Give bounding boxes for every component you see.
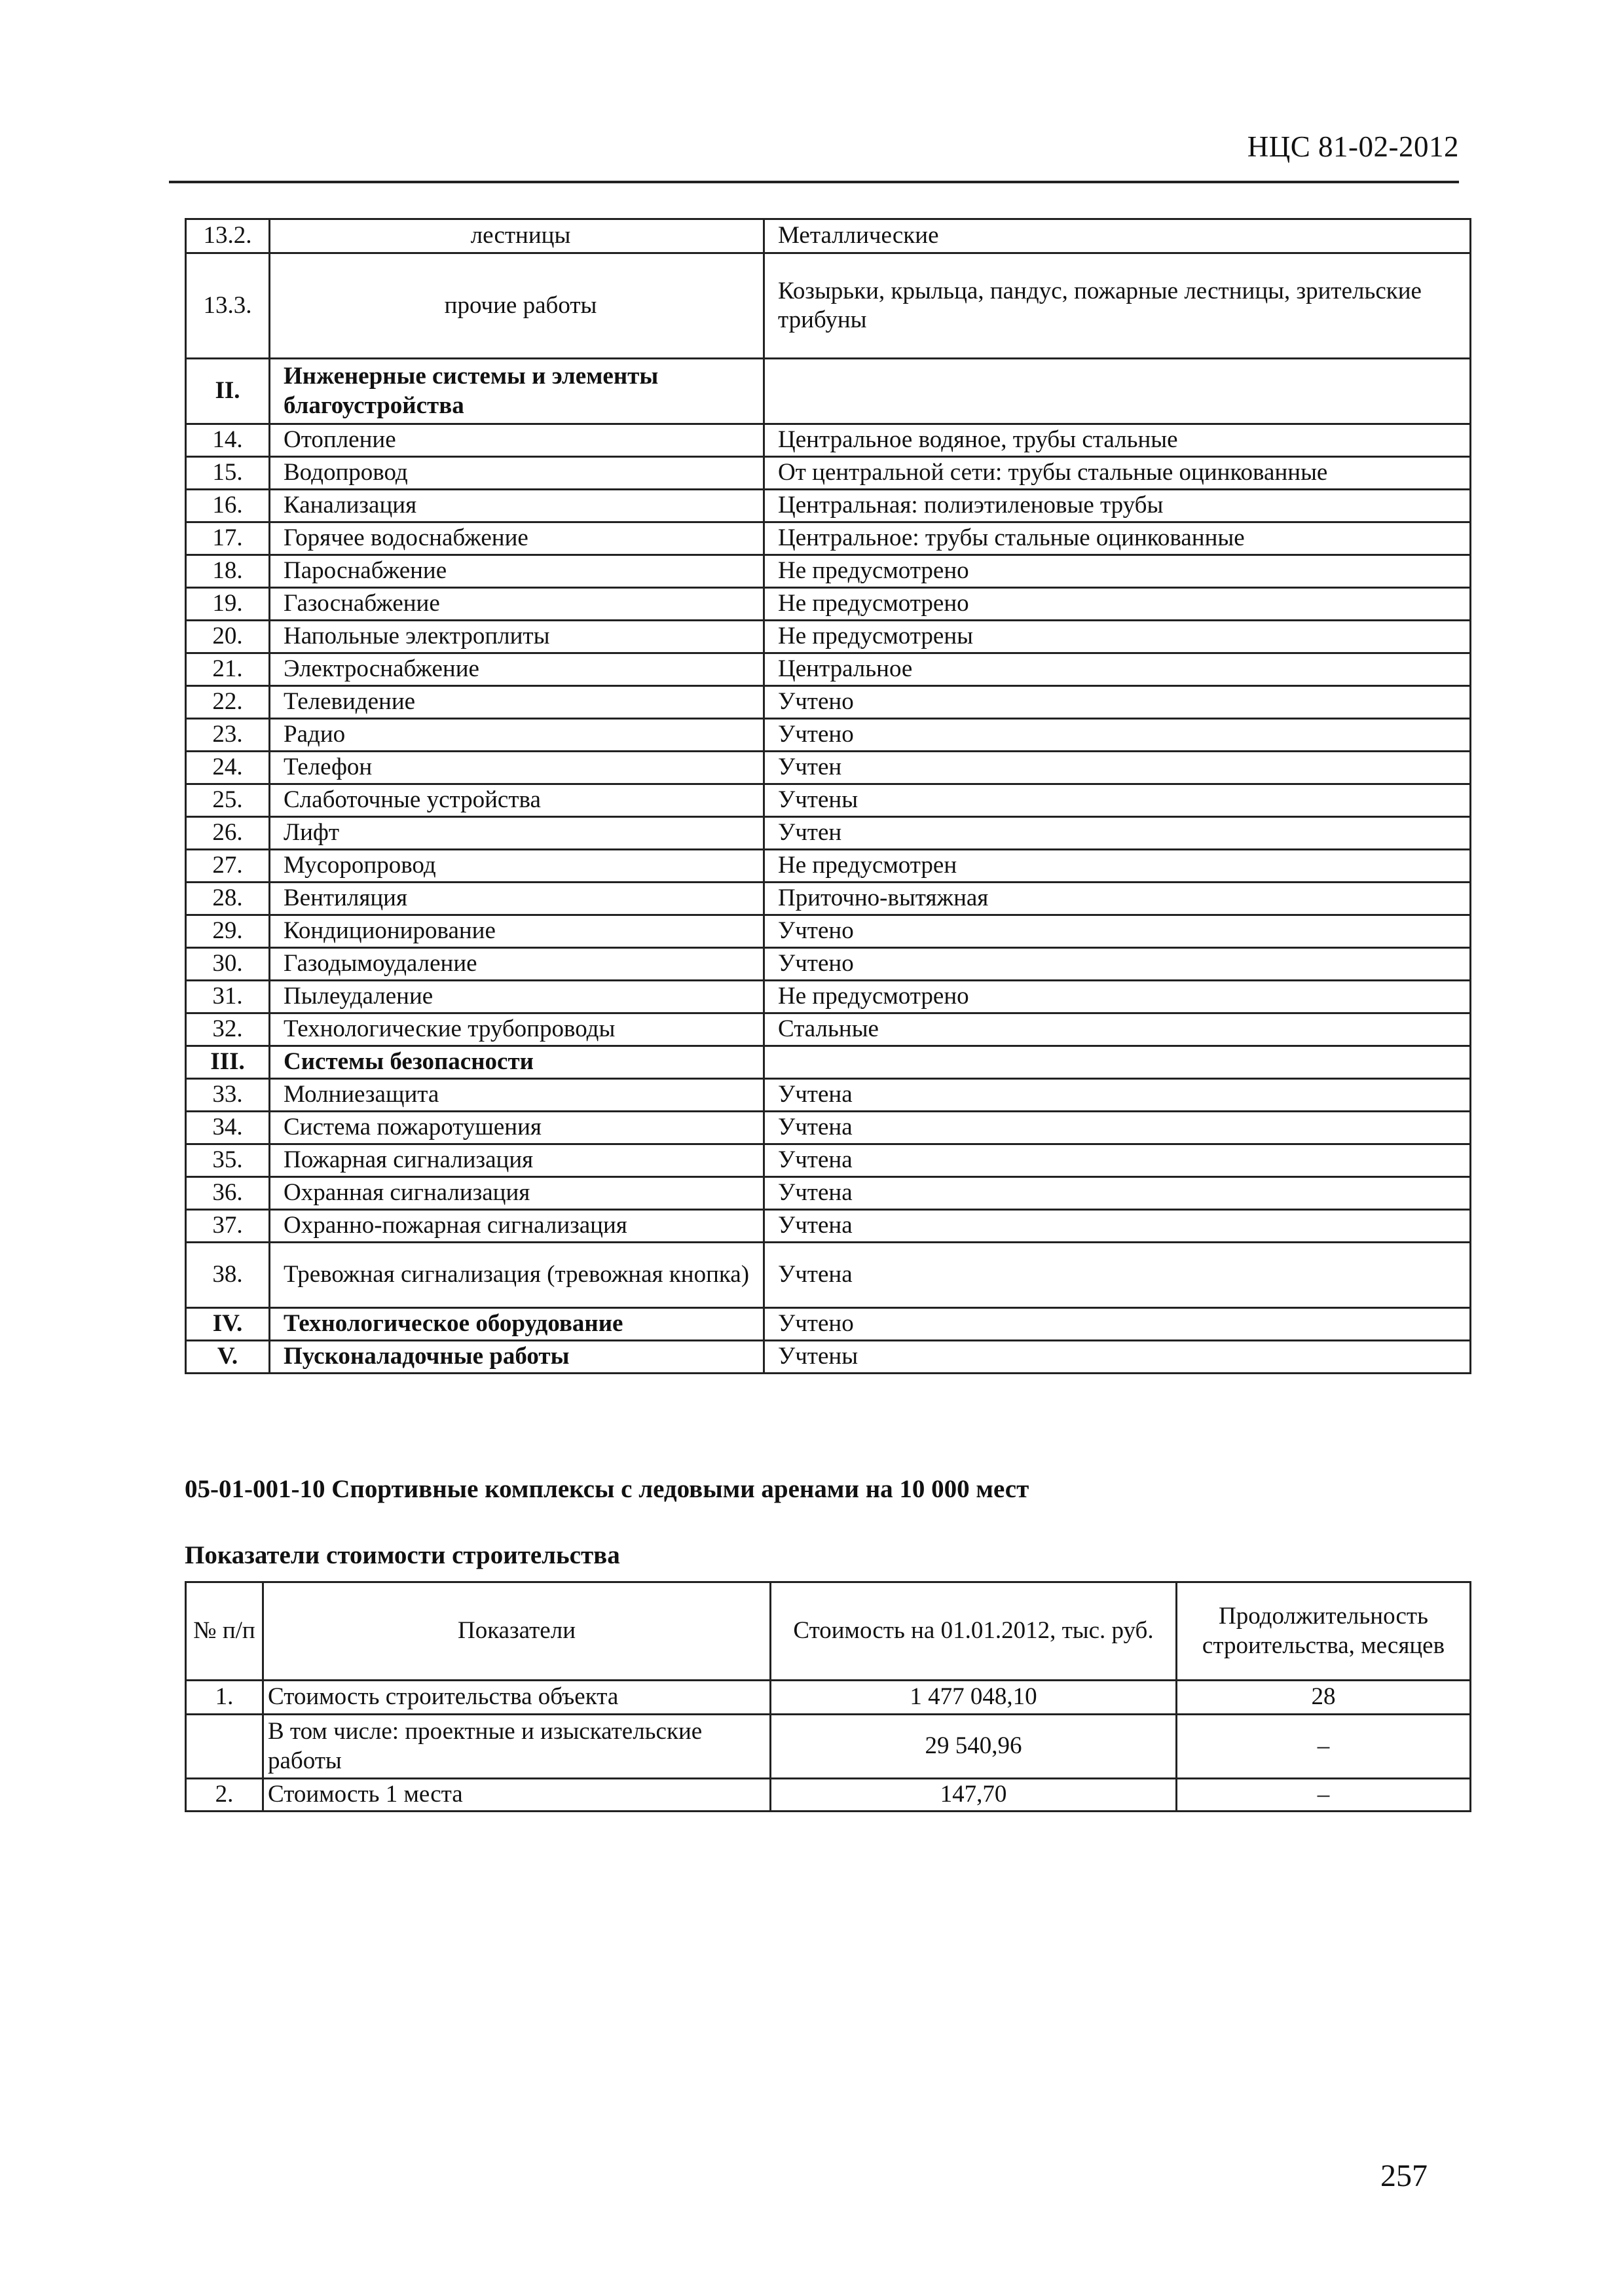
table-row	[186, 490, 1471, 522]
row-num: 15.	[186, 457, 270, 490]
table-row	[186, 1013, 1471, 1046]
row-name: Газодымоудаление	[270, 948, 764, 981]
row-num: 13.2.	[186, 219, 270, 253]
row-name: Инженерные системы и элементы благоустройства	[270, 359, 764, 424]
header-rule	[169, 181, 1459, 183]
row-name: В том числе: проектные и изыскательские работы	[263, 1715, 771, 1779]
row-num: III.	[186, 1046, 270, 1079]
row-name: Тревожная сигнализация (тревожная кнопка)	[270, 1243, 764, 1308]
row-name: Отопление	[270, 424, 764, 457]
row-name: Канализация	[270, 490, 764, 522]
row-name: Пылеудаление	[270, 981, 764, 1013]
row-name: Телефон	[270, 752, 764, 784]
table-row	[186, 653, 1471, 686]
row-name: Газоснабжение	[270, 588, 764, 621]
table-row	[186, 784, 1471, 817]
row-cost: 29 540,96	[771, 1715, 1177, 1779]
row-name: прочие работы	[270, 253, 764, 359]
row-num: 31.	[186, 981, 270, 1013]
row-value: Учтено	[764, 915, 1471, 948]
row-num: 33.	[186, 1079, 270, 1112]
row-value: Не предусмотрено	[764, 981, 1471, 1013]
table-row	[186, 555, 1471, 588]
table-row	[186, 752, 1471, 784]
row-value: Учтена	[764, 1177, 1471, 1210]
table-row	[186, 1779, 1471, 1812]
row-value	[764, 359, 1471, 424]
row-num: 28.	[186, 883, 270, 915]
table-row	[186, 1177, 1471, 1210]
table-row	[186, 948, 1471, 981]
table-row	[186, 1112, 1471, 1144]
row-num: V.	[186, 1341, 270, 1374]
section-subtitle: Показатели стоимости строительства	[185, 1541, 620, 1569]
table-row	[186, 424, 1471, 457]
table-header-row	[186, 1582, 1471, 1681]
row-value: Учтен	[764, 817, 1471, 850]
row-num	[186, 1715, 263, 1779]
row-name: Охранная сигнализация	[270, 1177, 764, 1210]
table-row	[186, 719, 1471, 752]
row-num: 22.	[186, 686, 270, 719]
row-name: Мусоропровод	[270, 850, 764, 883]
row-cost: 1 477 048,10	[771, 1681, 1177, 1715]
section-title: 05-01-001-10 Спортивные комплексы с ледовыми аренами на 10 000 мест	[185, 1475, 1029, 1503]
row-num: 35.	[186, 1144, 270, 1177]
row-duration: –	[1177, 1779, 1471, 1812]
table-row	[186, 1144, 1471, 1177]
row-value: Учтено	[764, 686, 1471, 719]
row-name: Радио	[270, 719, 764, 752]
row-name: Стоимость строительства объекта	[263, 1681, 771, 1715]
row-value: Учтены	[764, 1341, 1471, 1374]
row-value: Учтена	[764, 1243, 1471, 1308]
row-value: Учтены	[764, 784, 1471, 817]
row-name: Лифт	[270, 817, 764, 850]
row-num: 16.	[186, 490, 270, 522]
row-value: Центральное: трубы стальные оцинкованные	[764, 522, 1471, 555]
row-name: Пусконаладочные работы	[270, 1341, 764, 1374]
row-num: II.	[186, 359, 270, 424]
row-num: 2.	[186, 1779, 263, 1812]
page-number: 257	[1380, 2159, 1428, 2193]
row-value: Не предусмотрен	[764, 850, 1471, 883]
table-row	[186, 1715, 1471, 1779]
row-num: 20.	[186, 621, 270, 653]
row-name: лестницы	[270, 219, 764, 253]
row-name: Кондиционирование	[270, 915, 764, 948]
row-value: Учтено	[764, 1308, 1471, 1341]
table-row	[186, 621, 1471, 653]
row-name: Молниезащита	[270, 1079, 764, 1112]
table-row	[186, 1210, 1471, 1243]
row-num: 32.	[186, 1013, 270, 1046]
table-row	[186, 253, 1471, 359]
row-value: Учтено	[764, 719, 1471, 752]
table-row	[186, 1079, 1471, 1112]
row-duration: –	[1177, 1715, 1471, 1779]
row-value: Учтен	[764, 752, 1471, 784]
row-value: Учтена	[764, 1112, 1471, 1144]
row-num: 34.	[186, 1112, 270, 1144]
table-row	[186, 219, 1471, 253]
row-value	[764, 1046, 1471, 1079]
document-code: НЦС 81-02-2012	[1247, 130, 1459, 163]
table-row	[186, 686, 1471, 719]
row-num: 1.	[186, 1681, 263, 1715]
row-value: Учтена	[764, 1079, 1471, 1112]
row-num: 19.	[186, 588, 270, 621]
spec-table	[185, 218, 1471, 1374]
row-name: Телевидение	[270, 686, 764, 719]
row-num: 23.	[186, 719, 270, 752]
row-num: 21.	[186, 653, 270, 686]
header-num: № п/п	[186, 1582, 263, 1681]
section-row	[186, 359, 1471, 424]
table-row	[186, 817, 1471, 850]
section-row	[186, 1046, 1471, 1079]
table-row	[186, 850, 1471, 883]
table-row	[186, 588, 1471, 621]
row-value: Не предусмотрены	[764, 621, 1471, 653]
table-row	[186, 981, 1471, 1013]
row-value: Центральное водяное, трубы стальные	[764, 424, 1471, 457]
row-num: IV.	[186, 1308, 270, 1341]
row-value: Не предусмотрено	[764, 555, 1471, 588]
row-num: 18.	[186, 555, 270, 588]
table-row	[186, 522, 1471, 555]
table-row	[186, 457, 1471, 490]
header-duration: Продолжительность строительства, месяцев	[1177, 1582, 1471, 1681]
row-name: Пароснабжение	[270, 555, 764, 588]
row-value: Металлические	[764, 219, 1471, 253]
row-num: 13.3.	[186, 253, 270, 359]
row-name: Пожарная сигнализация	[270, 1144, 764, 1177]
row-num: 27.	[186, 850, 270, 883]
cost-table	[185, 1581, 1471, 1812]
row-name: Стоимость 1 места	[263, 1779, 771, 1812]
row-name: Технологическое оборудование	[270, 1308, 764, 1341]
row-num: 37.	[186, 1210, 270, 1243]
row-num: 26.	[186, 817, 270, 850]
row-num: 17.	[186, 522, 270, 555]
header-indicators: Показатели	[263, 1582, 771, 1681]
row-num: 14.	[186, 424, 270, 457]
table-row	[186, 883, 1471, 915]
row-name: Технологические трубопроводы	[270, 1013, 764, 1046]
row-name: Слаботочные устройства	[270, 784, 764, 817]
row-value: Учтена	[764, 1144, 1471, 1177]
row-num: 30.	[186, 948, 270, 981]
row-value: Приточно-вытяжная	[764, 883, 1471, 915]
row-value: Учтена	[764, 1210, 1471, 1243]
row-num: 25.	[186, 784, 270, 817]
table-row	[186, 1243, 1471, 1308]
row-name: Системы безопасности	[270, 1046, 764, 1079]
row-value: Козырьки, крыльца, пандус, пожарные лестницы, зрительские трибуны	[764, 253, 1471, 359]
table-row	[186, 1681, 1471, 1715]
row-value: Стальные	[764, 1013, 1471, 1046]
row-duration: 28	[1177, 1681, 1471, 1715]
table-row	[186, 915, 1471, 948]
header-cost: Стоимость на 01.01.2012, тыс. руб.	[771, 1582, 1177, 1681]
row-name: Горячее водоснабжение	[270, 522, 764, 555]
row-name: Напольные электроплиты	[270, 621, 764, 653]
row-value: Центральное	[764, 653, 1471, 686]
row-name: Водопровод	[270, 457, 764, 490]
row-value: Центральная: полиэтиленовые трубы	[764, 490, 1471, 522]
row-value: Учтено	[764, 948, 1471, 981]
row-num: 38.	[186, 1243, 270, 1308]
row-num: 29.	[186, 915, 270, 948]
row-cost: 147,70	[771, 1779, 1177, 1812]
row-name: Электроснабжение	[270, 653, 764, 686]
row-num: 24.	[186, 752, 270, 784]
row-name: Система пожаротушения	[270, 1112, 764, 1144]
row-value: Не предусмотрено	[764, 588, 1471, 621]
row-name: Охранно-пожарная сигнализация	[270, 1210, 764, 1243]
section-row	[186, 1341, 1471, 1374]
section-row	[186, 1308, 1471, 1341]
row-num: 36.	[186, 1177, 270, 1210]
row-value: От центральной сети: трубы стальные оцинкованные	[764, 457, 1471, 490]
row-name: Вентиляция	[270, 883, 764, 915]
